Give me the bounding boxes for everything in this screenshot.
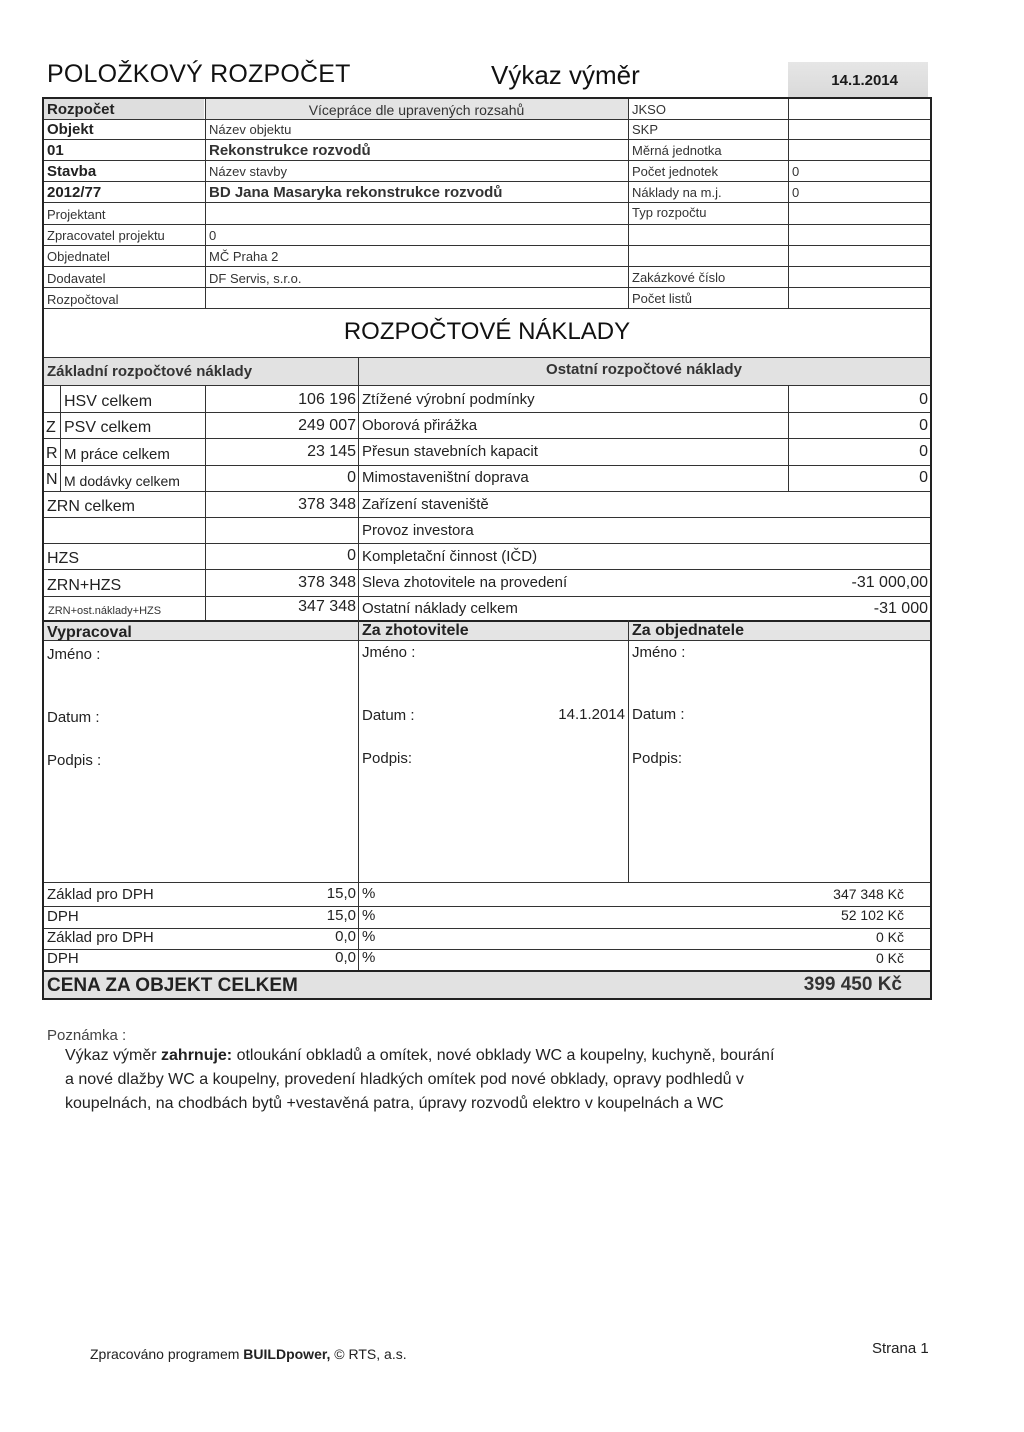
sign-jmeno-a: Jméno : — [47, 646, 101, 663]
total-value: 399 450 Kč — [803, 974, 902, 995]
costs-line-6 — [44, 543, 930, 544]
info-value-rekonstrukce: Rekonstrukce rozvodů — [209, 142, 371, 159]
costs-line-7 — [44, 569, 930, 570]
vat-rate-1: 15,0 — [326, 885, 356, 902]
note-lead: Výkaz výměr — [65, 1047, 162, 1064]
sign-podpis-c: Podpis: — [632, 750, 683, 767]
basic-label-psv: PSV celkem — [64, 419, 152, 436]
vat-amount-3: 0 Kč — [875, 929, 904, 945]
costs-vline-znr — [60, 385, 61, 491]
info-line-6 — [44, 224, 930, 225]
other-label-celkem: Ostatní náklady celkem — [362, 600, 518, 617]
info-line-8 — [44, 266, 930, 267]
info-label-stavba: Stavba — [47, 163, 97, 180]
info-label-objednatel: Objednatel — [47, 249, 110, 264]
other-label-zarizeni: Zařízení staveniště — [362, 496, 489, 513]
vat-amount-4: 0 Kč — [875, 950, 904, 966]
sign-jmeno-b: Jméno : — [362, 644, 416, 661]
vat-label-4: DPH — [47, 950, 79, 967]
info-label-01: 01 — [47, 142, 64, 159]
note-line-2: a nové dlažby WC a koupelny, provedení hladkých omítek pod nové obklady, opravy podhledů v — [65, 1071, 744, 1088]
basic-label-hzs: HZS — [47, 550, 79, 567]
costs-line-1 — [44, 412, 930, 413]
basic-value-mdodavky: 0 — [347, 469, 356, 486]
basic-value-hzs: 0 — [347, 547, 356, 564]
total-label: CENA ZA OBJEKT CELKEM — [47, 975, 298, 996]
header-date: 14.1.2014 — [788, 62, 928, 98]
basic-label-mdodavky: M dodávky celkem — [64, 473, 180, 489]
sign-podpis-b: Podpis: — [362, 750, 413, 767]
znr-letter-z: Z — [46, 419, 56, 436]
vat-unit-2: % — [362, 907, 376, 924]
sign-datum-b: Datum : — [362, 707, 415, 724]
basic-label-zrn: ZRN celkem — [47, 498, 136, 515]
other-value-oborova: 0 — [919, 417, 928, 434]
vat-label-2: DPH — [47, 908, 79, 925]
vat-unit-1: % — [362, 885, 376, 902]
info-value-objednatel: MČ Praha 2 — [209, 249, 279, 264]
vat-label-3: Základ pro DPH — [47, 929, 154, 946]
costs-line-3 — [44, 465, 930, 466]
info-label-dodavatel: Dodavatel — [47, 271, 106, 286]
footer-prefix: Zpracováno programem — [90, 1346, 244, 1362]
basic-value-psv: 249 007 — [298, 417, 356, 434]
costs-vline-2 — [358, 357, 359, 620]
sign-vypracoval: Vypracoval — [47, 624, 132, 641]
other-value-presun: 0 — [919, 443, 928, 460]
info-label-projektant: Projektant — [47, 207, 106, 222]
costs-other-header: Ostatní rozpočtové náklady — [546, 361, 742, 378]
footer-suffix: © RTS, a.s. — [330, 1346, 407, 1362]
info-line-10 — [44, 308, 930, 309]
info-vline-2 — [628, 99, 629, 308]
sign-vline-1 — [358, 620, 359, 882]
basic-label-zrnost: ZRN+ost.náklady+HZS — [48, 605, 162, 617]
info-vline-3 — [788, 99, 789, 308]
costs-line-8 — [44, 596, 930, 597]
note-bold: zahrnuje: — [161, 1047, 233, 1064]
basic-value-zrn: 378 348 — [298, 496, 356, 513]
other-label-oborova: Oborová přirážka — [362, 417, 478, 434]
vat-amount-2: 52 102 Kč — [840, 907, 904, 923]
sign-zhotovitel: Za zhotovitele — [362, 622, 469, 639]
info-right-typ: Typ rozpočtu — [632, 205, 707, 220]
info-right-skp: SKP — [632, 122, 659, 137]
basic-value-zrnost: 347 348 — [298, 598, 356, 615]
basic-label-zrnhzs: ZRN+HZS — [47, 577, 122, 594]
info-right-naklady-value: 0 — [792, 185, 800, 200]
footer-credit — [90, 1346, 407, 1362]
costs-line-9 — [44, 620, 930, 622]
basic-value-hsv: 106 196 — [298, 391, 356, 408]
info-value-zpracovatel: 0 — [209, 228, 217, 243]
info-line-3 — [44, 160, 930, 161]
info-value-rozpocet: Vícepráce dle upravených rozsahů — [308, 102, 525, 118]
vat-rate-3: 0,0 — [335, 928, 356, 945]
vat-rate-4: 0,0 — [335, 949, 356, 966]
sign-line-1 — [44, 640, 930, 641]
vat-amount-1: 347 348 Kč — [833, 886, 904, 902]
vat-vline-1 — [358, 882, 359, 970]
info-label-rozpocet: Rozpočet — [47, 101, 115, 118]
info-right-listu: Počet listů — [632, 291, 692, 306]
other-value-ztizene: 0 — [919, 391, 928, 408]
costs-line-5 — [44, 517, 930, 518]
info-line-7 — [44, 245, 930, 246]
info-right-pocet: Počet jednotek — [632, 164, 719, 179]
page-subtitle: Výkaz výměr — [491, 60, 640, 90]
info-value-stavba: Název stavby — [209, 164, 288, 179]
info-label-objekt: Objekt — [47, 121, 94, 138]
info-label-zpracovatel: Zpracovatel projektu — [47, 228, 165, 243]
costs-line-2 — [44, 438, 930, 439]
vat-unit-3: % — [362, 928, 376, 945]
sign-datum-b-value: 14.1.2014 — [558, 706, 625, 723]
basic-label-mprace: M práce celkem — [64, 446, 170, 463]
info-right-pocet-value: 0 — [792, 164, 800, 179]
info-right-zakazkove: Zakázkové číslo — [632, 270, 726, 285]
note-line-3: koupelnách, na chodbách bytů +vestavěná patra, úpravy rozvodů elektro v koupelnách a WC — [65, 1095, 724, 1112]
info-label-2012: 2012/77 — [47, 184, 102, 201]
info-right-naklady: Náklady na m.j. — [632, 185, 722, 200]
sign-datum-a: Datum : — [47, 709, 100, 726]
info-line-4 — [44, 181, 930, 182]
note-line-1 — [65, 1045, 774, 1067]
info-right-merna: Měrná jednotka — [632, 143, 722, 158]
basic-label-hsv: HSV celkem — [64, 393, 153, 410]
other-label-ztizene: Ztížené výrobní podmínky — [362, 391, 535, 408]
vat-rate-2: 15,0 — [326, 907, 356, 924]
sign-datum-c: Datum : — [632, 706, 685, 723]
other-value-sleva: -31 000,00 — [851, 574, 928, 591]
info-value-bd: BD Jana Masaryka rekonstrukce rozvodů — [209, 184, 503, 201]
info-right-jkso: JKSO — [632, 102, 666, 117]
costs-top-line — [44, 357, 930, 358]
costs-title: ROZPOČTOVÉ NÁKLADY — [343, 318, 631, 345]
other-label-sleva: Sleva zhotovitele na provedení — [362, 574, 568, 591]
info-line-5 — [44, 202, 930, 203]
costs-basic-header: Základní rozpočtové náklady — [47, 363, 253, 380]
other-label-presun: Přesun stavebních kapacit — [362, 443, 538, 460]
page-title: POLOŽKOVÝ ROZPOČET — [47, 60, 351, 88]
other-value-mimostav: 0 — [919, 469, 928, 486]
footer-program: BUILDpower, — [243, 1346, 331, 1362]
info-value-objekt: Název objektu — [209, 122, 292, 137]
basic-value-mprace: 23 145 — [307, 443, 356, 460]
znr-letter-n: N — [46, 471, 58, 488]
sign-jmeno-c: Jméno : — [632, 644, 686, 661]
other-label-kompletacni: Kompletační činnost (IČD) — [362, 548, 538, 565]
info-line-9 — [44, 287, 930, 288]
sign-vline-2 — [628, 620, 629, 882]
other-value-celkem: -31 000 — [873, 600, 928, 617]
note-label: Poznámka : — [47, 1027, 127, 1044]
basic-value-zrnhzs: 378 348 — [298, 574, 356, 591]
info-label-rozpoctoval: Rozpočtoval — [47, 292, 119, 307]
vat-label-1: Základ pro DPH — [47, 886, 154, 903]
costs-line-0 — [44, 385, 930, 386]
other-label-provoz: Provoz investora — [362, 522, 474, 539]
vat-line-4 — [44, 970, 930, 972]
sign-podpis-a: Podpis : — [47, 752, 102, 769]
vat-unit-4: % — [362, 949, 376, 966]
info-line-2 — [44, 139, 930, 140]
note-text-1: otloukání obkladů a omítek, nové obklady WC a koupelny, kuchyně, bourání — [232, 1047, 775, 1064]
znr-letter-r: R — [46, 445, 58, 462]
footer-page: Strana 1 — [872, 1340, 929, 1357]
other-label-mimostav: Mimostaveništní doprava — [362, 469, 529, 486]
sign-line-2 — [44, 882, 930, 883]
info-vline-1 — [205, 99, 206, 308]
costs-line-4 — [44, 491, 930, 492]
info-line-1 — [44, 119, 930, 120]
info-value-dodavatel: DF Servis, s.r.o. — [209, 271, 302, 286]
sign-objednatel: Za objednatele — [632, 622, 745, 639]
